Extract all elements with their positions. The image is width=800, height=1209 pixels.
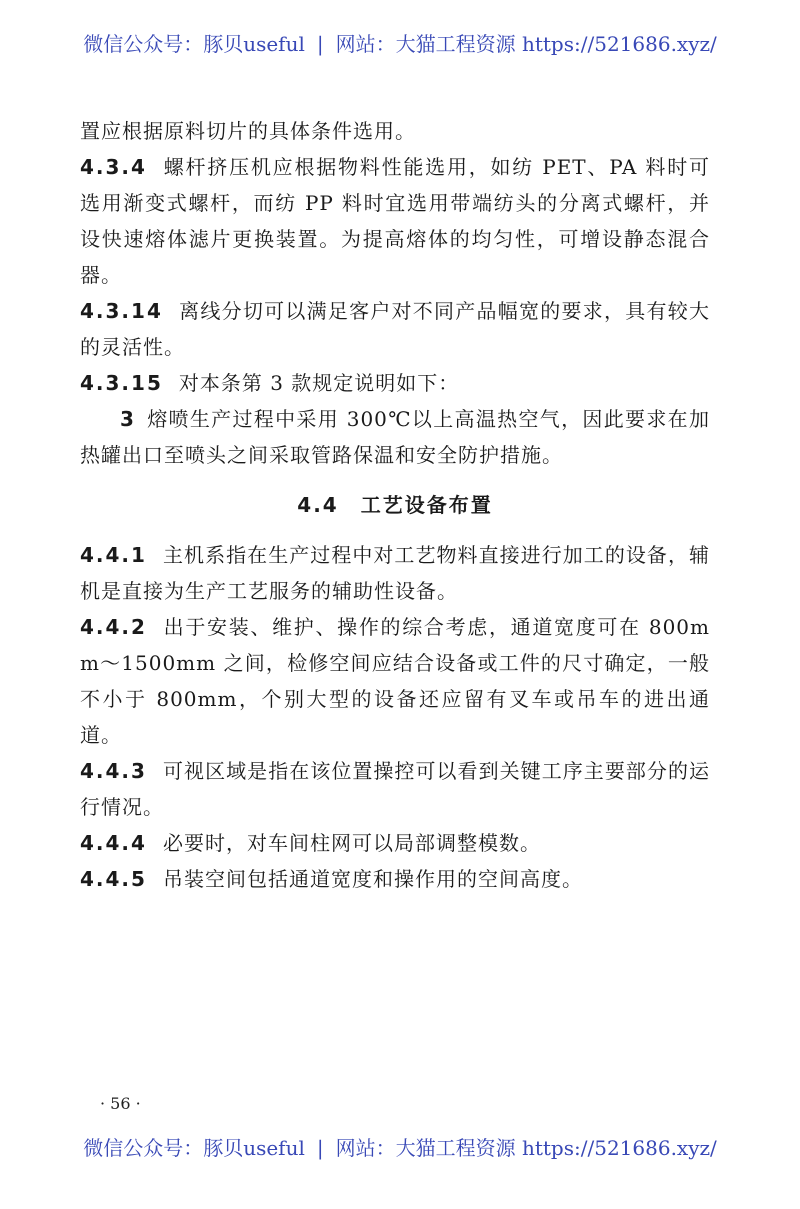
section-number: 4.4 — [297, 493, 339, 517]
item-text: 熔喷生产过程中采用 300℃以上高温热空气，因此要求在加热罐出口至喷头之间采取管路保温和安全防护措施。 — [80, 407, 710, 467]
page-number: · 56 · — [100, 1094, 141, 1113]
clause-number: 4.4.3 — [80, 759, 147, 783]
clause-text: 对本条第 3 款规定说明如下： — [178, 371, 460, 395]
clause-4-4-5 — [80, 861, 710, 897]
clause-text: 主机系指在生产过程中对工艺物料直接进行加工的设备，辅机是直接为生产工艺服务的辅助性设备。 — [80, 543, 710, 603]
clause-4-3-4 — [80, 149, 710, 293]
banner-website-text: 网站：大猫工程资源 https://521686.xyz/ — [335, 1136, 717, 1160]
clause-text: 螺杆挤压机应根据物料性能选用，如纺 PET、PA 料时可选用渐变式螺杆，而纺 PP 料时宜选用带端纺头的分离式螺杆，并设快速熔体滤片更换装置。为提高熔体的均匀性，可增设静态混合器。 — [80, 155, 710, 287]
paragraph-continuation — [80, 113, 710, 149]
watermark-banner-bottom — [0, 1134, 800, 1162]
clause-number: 4.4.1 — [80, 543, 147, 567]
clause-number: 4.3.14 — [80, 299, 163, 323]
clause-4-3-15 — [80, 365, 710, 401]
clause-4-3-14 — [80, 293, 710, 365]
clause-text: 必要时，对车间柱网可以局部调整模数。 — [162, 831, 541, 855]
banner-separator: | — [316, 32, 324, 56]
clause-number: 4.3.15 — [80, 371, 163, 395]
clause-text: 可视区域是指在该位置操控可以看到关键工序主要部分的运行情况。 — [80, 759, 710, 819]
document-body — [80, 113, 710, 897]
banner-wechat-text: 微信公众号：豚贝useful — [83, 1136, 305, 1160]
clause-4-4-2 — [80, 609, 710, 753]
clause-text: 出于安装、维护、操作的综合考虑，通道宽度可在 800mm～1500mm 之间，检修空间应结合设备或工件的尺寸确定，一般不小于 800mm，个别大型的设备还应留有叉车或吊车的进出通道。 — [80, 615, 710, 747]
section-heading — [80, 487, 710, 523]
paragraph-text: 置应根据原料切片的具体条件选用。 — [80, 119, 416, 143]
section-title: 工艺设备布置 — [360, 493, 493, 517]
clause-4-4-4 — [80, 825, 710, 861]
banner-separator: | — [316, 1136, 324, 1160]
clause-number: 4.3.4 — [80, 155, 147, 179]
clause-number: 4.4.2 — [80, 615, 147, 639]
clause-4-4-1 — [80, 537, 710, 609]
clause-number: 4.4.4 — [80, 831, 147, 855]
clause-item-3 — [80, 401, 710, 473]
banner-website-text: 网站：大猫工程资源 https://521686.xyz/ — [335, 32, 717, 56]
clause-text: 吊装空间包括通道宽度和操作用的空间高度。 — [162, 867, 583, 891]
clause-number: 4.4.5 — [80, 867, 147, 891]
clause-4-4-3 — [80, 753, 710, 825]
banner-wechat-text: 微信公众号：豚贝useful — [83, 32, 305, 56]
watermark-banner-top — [0, 30, 800, 58]
clause-text: 离线分切可以满足客户对不同产品幅宽的要求，具有较大的灵活性。 — [80, 299, 710, 359]
item-number: 3 — [120, 407, 135, 431]
